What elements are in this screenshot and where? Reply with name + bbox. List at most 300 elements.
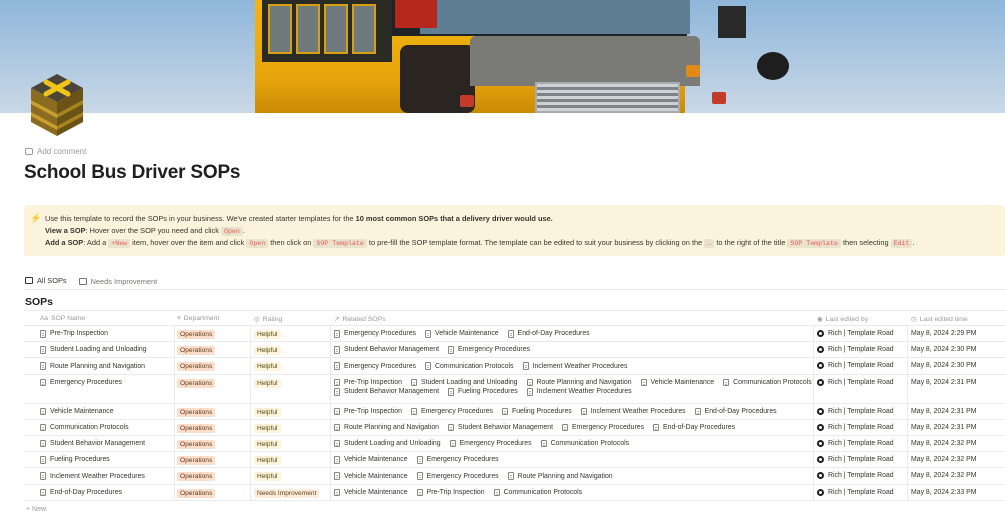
callout-text: . [242, 226, 245, 235]
related-sop-link[interactable] [334, 362, 416, 370]
page-icon [334, 330, 340, 338]
related-sop-link[interactable] [641, 379, 715, 387]
column-divider [174, 326, 175, 341]
table-row[interactable] [24, 358, 1005, 374]
related-sop-link[interactable] [527, 379, 632, 387]
related-sop-label: Student Behavior Management [344, 346, 439, 354]
add-comment-button[interactable] [25, 147, 86, 156]
related-sop-link[interactable] [334, 489, 408, 497]
related-sop-link[interactable] [411, 408, 493, 416]
page-title: School Bus Driver SOPs [24, 162, 241, 183]
related-sop-label: Student Behavior Management [344, 388, 439, 396]
last-edited-time-cell[interactable] [911, 424, 977, 431]
rating-tag: Needs Improvement [254, 489, 319, 498]
last-edited-time-cell[interactable] [911, 440, 977, 447]
callout-text: to the right of the title [714, 238, 788, 247]
related-sop-label: Inclement Weather Procedures [590, 407, 686, 415]
sop-name: Fueling Procedures [50, 456, 110, 464]
related-sop-label: Vehicle Maintenance [650, 378, 715, 386]
related-sops-cell[interactable] [334, 440, 814, 448]
related-sop-link[interactable] [581, 408, 686, 416]
related-sop-link[interactable] [541, 440, 630, 448]
page-icon [334, 472, 340, 480]
related-sop-link[interactable] [448, 346, 530, 354]
avatar [817, 408, 824, 415]
page-icon [450, 440, 456, 448]
callout-text: Use this template to record the SOPs in your business. We've created starter templates for the [45, 214, 356, 223]
page-icon [334, 456, 340, 464]
inline-code: Open [246, 239, 268, 248]
column-divider [330, 468, 331, 483]
related-sop-link[interactable] [450, 440, 532, 448]
comment-icon [25, 148, 33, 155]
related-sops-cell[interactable] [334, 330, 814, 338]
related-sops-cell[interactable] [334, 489, 814, 497]
page-icon [411, 408, 417, 416]
column-divider [907, 468, 908, 483]
column-divider [330, 485, 331, 500]
column-header-last-edited-by[interactable] [817, 315, 868, 323]
related-sop-label: Student Loading and Unloading [344, 440, 441, 448]
editor-name: Rich | Template Road [828, 362, 894, 370]
related-sop-link[interactable] [334, 379, 402, 387]
related-sop-label: Pre-Trip Inspection [426, 488, 485, 496]
related-sop-link[interactable] [334, 472, 408, 480]
inline-code: SOP Template [313, 239, 366, 248]
callout-text: then selecting [840, 238, 891, 247]
department-tag: Operations [177, 379, 215, 388]
sop-table [24, 310, 1005, 501]
page-icon [417, 472, 423, 480]
page-icon [334, 440, 340, 448]
related-sop-label: Pre-Trip Inspection [344, 378, 402, 386]
relation-property-icon: ↗ [334, 316, 340, 323]
editor-name: Rich | Template Road [828, 346, 894, 354]
table-row[interactable] [24, 420, 1005, 436]
last-edited-time-cell[interactable] [911, 379, 977, 386]
column-divider [250, 358, 251, 373]
related-sop-link[interactable] [425, 362, 514, 370]
rating-cell[interactable] [254, 456, 281, 465]
page-icon [40, 379, 46, 387]
column-divider [330, 342, 331, 357]
sop-name-cell[interactable] [40, 424, 129, 432]
add-comment-label: Add comment [37, 147, 87, 156]
rating-cell[interactable] [254, 346, 281, 355]
table-row[interactable] [24, 436, 1005, 452]
last-edited-by-cell[interactable] [817, 379, 894, 386]
page-icon [523, 362, 529, 370]
column-divider [330, 404, 331, 419]
last-edited-time-cell[interactable] [911, 489, 977, 496]
inline-code: SOP Template [787, 239, 840, 248]
related-sop-link[interactable] [334, 346, 439, 354]
column-divider [250, 485, 251, 500]
related-sop-label: Fueling Procedures [511, 407, 572, 415]
callout-text: item, hover over the item and click [130, 238, 247, 247]
column-divider [330, 375, 331, 403]
related-sops-cell[interactable] [334, 424, 814, 432]
related-sop-link[interactable] [417, 472, 499, 480]
tab-label: Needs Improvement [90, 276, 158, 286]
callout [24, 205, 1005, 256]
last-edited-by-cell[interactable] [817, 362, 894, 369]
sop-name-cell[interactable] [40, 330, 108, 338]
sop-name-cell[interactable] [40, 408, 114, 416]
callout-text: . [912, 238, 915, 247]
avatar [817, 379, 824, 386]
related-sop-label: Pre-Trip Inspection [344, 407, 402, 415]
page-icon [541, 440, 547, 448]
related-sop-label: End-of-Day Procedures [517, 330, 590, 338]
column-divider [174, 420, 175, 435]
related-sop-link[interactable] [527, 388, 632, 396]
page-icon [527, 388, 533, 396]
editor-name: Rich | Template Road [828, 472, 894, 480]
last-edited-time-cell[interactable] [911, 362, 977, 369]
related-sop-link[interactable] [494, 489, 583, 497]
column-divider [250, 326, 251, 341]
avatar [817, 424, 824, 431]
edited-time: May 8, 2024 2:32 PM [911, 439, 977, 447]
column-label: Rating [262, 315, 283, 323]
page-icon [40, 346, 46, 354]
related-sop-link[interactable] [417, 456, 499, 464]
page-icon [723, 379, 729, 387]
column-label: Last edited time [919, 315, 968, 323]
department-tag: Operations [177, 346, 215, 355]
related-sop-label: Emergency Procedures [344, 330, 417, 338]
related-sop-link[interactable] [695, 408, 777, 416]
edited-time: May 8, 2024 2:30 PM [911, 362, 977, 370]
related-sops-cell[interactable] [334, 408, 814, 416]
column-divider [174, 485, 175, 500]
department-cell[interactable] [177, 489, 215, 498]
avatar [817, 330, 824, 337]
editor-name: Rich | Template Road [828, 488, 894, 496]
page-icon [425, 330, 431, 338]
column-divider [907, 358, 908, 373]
rating-cell[interactable] [254, 472, 281, 481]
page-icon [502, 408, 508, 416]
page-icon [494, 489, 500, 497]
clock-property-icon: ◷ [911, 316, 917, 323]
page-icon [40, 424, 46, 432]
related-sop-link[interactable] [334, 424, 439, 432]
avatar [817, 489, 824, 496]
related-sop-label: Emergency Procedures [572, 424, 645, 431]
related-sop-link[interactable] [448, 388, 518, 396]
related-sop-label: Emergency Procedures [344, 362, 417, 370]
department-cell[interactable] [177, 379, 215, 388]
related-sop-link[interactable] [411, 379, 518, 387]
last-edited-by-cell[interactable] [817, 408, 894, 415]
database-title[interactable]: SOPs [25, 296, 54, 308]
department-tag: Operations [177, 472, 215, 481]
department-cell[interactable] [177, 472, 215, 481]
related-sops-cell[interactable] [334, 472, 814, 480]
department-tag: Operations [177, 489, 215, 498]
sop-name-cell[interactable] [40, 346, 147, 354]
related-sop-label: Emergency Procedures [420, 407, 493, 415]
list-property-icon: ≡ [177, 315, 181, 322]
rating-cell[interactable] [254, 362, 281, 371]
rating-tag: Helpful [254, 330, 281, 339]
related-sop-link[interactable] [334, 440, 441, 448]
last-edited-time-cell[interactable] [911, 346, 977, 353]
table-body [24, 326, 1005, 501]
related-sop-link[interactable] [508, 472, 613, 480]
column-label: SOP Name [50, 315, 86, 322]
rating-tag: Helpful [254, 379, 281, 388]
related-sop-label: Inclement Weather Procedures [536, 388, 632, 396]
last-edited-by-cell[interactable] [817, 440, 894, 447]
avatar [817, 362, 824, 369]
last-edited-by-cell[interactable] [817, 456, 894, 463]
page-icon [40, 489, 46, 497]
column-divider [250, 420, 251, 435]
column-divider [174, 404, 175, 419]
column-header-department[interactable] [177, 315, 219, 322]
callout-text: : Add a [83, 238, 109, 247]
related-sops-cell[interactable] [334, 362, 814, 370]
sop-name: Vehicle Maintenance [50, 407, 114, 415]
related-sop-link[interactable] [448, 424, 553, 432]
editor-name: Rich | Template Road [828, 423, 894, 431]
related-sop-label: Inclement Weather Procedures [532, 362, 628, 370]
edited-time: May 8, 2024 2:32 PM [911, 456, 977, 464]
sop-name-cell[interactable] [40, 472, 145, 480]
page-icon [417, 489, 423, 497]
column-divider [907, 452, 908, 467]
new-row-button[interactable]: + New [26, 506, 47, 513]
rating-tag: Helpful [254, 362, 281, 371]
page-icon-cube[interactable] [28, 72, 86, 138]
rating-cell[interactable] [254, 489, 319, 498]
tab-needs-improvement[interactable] [79, 276, 158, 290]
column-divider [250, 452, 251, 467]
inline-code: +New [108, 239, 130, 248]
inline-code: … [704, 239, 714, 248]
page-icon [425, 362, 431, 370]
view-tabs [25, 276, 157, 290]
column-divider [330, 436, 331, 451]
related-sop-label: Emergency Procedures [459, 440, 532, 448]
related-sop-link[interactable] [562, 424, 644, 432]
sop-name: Communication Protocols [50, 424, 129, 431]
page-icon [40, 440, 46, 448]
page-icon [334, 379, 340, 387]
editor-name: Rich | Template Road [828, 456, 894, 464]
page-icon [581, 408, 587, 416]
column-header-sop-name[interactable] [40, 315, 85, 322]
related-sop-link[interactable] [417, 489, 485, 497]
edited-time: May 8, 2024 2:32 PM [911, 472, 977, 480]
related-sop-label: Route Planning and Navigation [344, 424, 440, 431]
column-divider [250, 468, 251, 483]
column-divider [250, 436, 251, 451]
column-divider [330, 452, 331, 467]
related-sop-label: Communication Protocols [550, 440, 630, 448]
table-row[interactable] [24, 342, 1005, 358]
page-icon [641, 379, 647, 387]
table-row[interactable] [24, 326, 1005, 342]
department-cell[interactable] [177, 456, 215, 465]
page-icon [40, 330, 46, 338]
status-property-icon: ◎ [254, 316, 260, 323]
related-sop-link[interactable] [653, 424, 735, 432]
column-divider [907, 326, 908, 341]
editor-name: Rich | Template Road [828, 439, 894, 447]
page-icon [334, 346, 340, 354]
sop-name: Inclement Weather Procedures [50, 472, 145, 480]
related-sops-cell[interactable] [334, 346, 814, 354]
editor-name: Rich | Template Road [828, 407, 894, 415]
sop-name: Emergency Procedures [50, 378, 123, 386]
related-sop-label: Emergency Procedures [426, 472, 499, 480]
callout-line-1 [45, 214, 553, 223]
rating-cell[interactable] [254, 379, 281, 388]
callout-line-3 [45, 238, 915, 247]
sop-name-cell[interactable] [40, 379, 122, 387]
related-sop-link[interactable] [502, 408, 572, 416]
related-sop-label: Communication Protocols [733, 378, 812, 386]
rating-cell[interactable] [254, 408, 281, 417]
column-label: Last edited by [825, 315, 868, 323]
column-header-related-sops[interactable] [334, 315, 386, 323]
avatar [817, 472, 824, 479]
sop-name-cell[interactable] [40, 362, 145, 370]
sop-name: End-of-Day Procedures [50, 488, 123, 496]
edited-time: May 8, 2024 2:31 PM [911, 378, 977, 386]
page-icon [411, 379, 417, 387]
column-header-last-edited-time[interactable] [911, 315, 968, 323]
sop-name-cell[interactable] [40, 489, 122, 497]
last-edited-by-cell[interactable] [817, 472, 894, 479]
related-sop-link[interactable] [425, 330, 499, 338]
related-sop-link[interactable] [334, 388, 439, 396]
table-row[interactable] [24, 485, 1005, 501]
page-icon [508, 472, 514, 480]
column-divider [907, 420, 908, 435]
department-tag: Operations [177, 408, 215, 417]
page-icon [40, 456, 46, 464]
department-tag: Operations [177, 424, 215, 433]
editor-name: Rich | Template Road [828, 330, 894, 337]
related-sop-link[interactable] [508, 330, 590, 338]
rating-tag: Helpful [254, 408, 281, 417]
last-edited-time-cell[interactable] [911, 456, 977, 463]
related-sop-label: Vehicle Maintenance [344, 456, 408, 464]
column-divider [174, 468, 175, 483]
rating-cell[interactable] [254, 330, 281, 339]
column-divider [174, 452, 175, 467]
page-icon [508, 330, 514, 338]
department-cell[interactable] [177, 346, 215, 355]
related-sop-label: Vehicle Maintenance [344, 472, 408, 480]
related-sop-link[interactable] [723, 379, 812, 387]
related-sop-label: End-of-Day Procedures [704, 407, 777, 415]
related-sops-cell[interactable] [334, 456, 814, 464]
table-row[interactable] [24, 468, 1005, 484]
related-sop-label: End-of-Day Procedures [663, 424, 736, 431]
last-edited-by-cell[interactable] [817, 424, 894, 431]
last-edited-time-cell[interactable] [911, 408, 977, 415]
avatar [817, 440, 824, 447]
column-divider [907, 485, 908, 500]
edited-time: May 8, 2024 2:33 PM [911, 488, 977, 496]
table-row[interactable] [24, 452, 1005, 468]
rating-cell[interactable] [254, 440, 281, 449]
table-icon [79, 278, 87, 285]
sop-name-cell[interactable] [40, 456, 110, 464]
department-cell[interactable] [177, 408, 215, 417]
lightning-icon: ⚡ [30, 213, 42, 223]
department-cell[interactable] [177, 330, 215, 339]
column-label: Related SOPs [342, 315, 386, 323]
column-divider [330, 420, 331, 435]
page-icon [40, 362, 46, 370]
related-sop-label: Vehicle Maintenance [435, 330, 499, 338]
sop-name-cell[interactable] [40, 440, 145, 448]
callout-text: to pre-fill the SOP template format. The template can be edited to suit your business by clicking on the [366, 238, 705, 247]
page-icon [334, 424, 340, 432]
last-edited-by-cell[interactable] [817, 346, 894, 353]
related-sop-label: Emergency Procedures [458, 346, 531, 354]
editor-name: Rich | Template Road [828, 378, 894, 386]
table-row[interactable] [24, 375, 1005, 404]
department-cell[interactable] [177, 440, 215, 449]
callout-bold-text: Add a SOP [45, 238, 84, 247]
last-edited-by-cell[interactable] [817, 489, 894, 496]
rating-tag: Helpful [254, 440, 281, 449]
department-cell[interactable] [177, 424, 215, 433]
table-row[interactable] [24, 404, 1005, 420]
related-sop-link[interactable] [523, 362, 628, 370]
column-divider [250, 342, 251, 357]
department-cell[interactable] [177, 362, 215, 371]
page-icon [334, 362, 340, 370]
tab-all-sops[interactable] [25, 276, 67, 290]
last-edited-time-cell[interactable] [911, 472, 977, 479]
column-header-rating[interactable] [254, 315, 282, 323]
page-icon [527, 379, 533, 387]
column-divider [907, 342, 908, 357]
rating-tag: Helpful [254, 472, 281, 481]
last-edited-time-cell[interactable] [911, 330, 977, 337]
rating-tag: Helpful [254, 456, 281, 465]
column-divider [174, 358, 175, 373]
department-tag: Operations [177, 330, 215, 339]
related-sop-link[interactable] [334, 456, 408, 464]
edited-time: May 8, 2024 2:31 PM [911, 423, 977, 431]
callout-line-2 [45, 226, 245, 235]
related-sop-link[interactable] [334, 330, 416, 338]
related-sop-link[interactable] [334, 408, 402, 416]
related-sop-label: Vehicle Maintenance [344, 488, 408, 496]
cover-image [0, 0, 1005, 113]
page-icon [695, 408, 701, 416]
related-sops-cell[interactable] [334, 379, 814, 396]
page-icon [448, 388, 454, 396]
rating-cell[interactable] [254, 424, 281, 433]
column-divider [907, 404, 908, 419]
last-edited-by-cell[interactable] [817, 330, 894, 337]
edited-time: May 8, 2024 2:30 PM [911, 346, 977, 354]
page-icon [40, 408, 46, 416]
sop-name: Pre-Trip Inspection [50, 330, 108, 338]
table-icon [25, 277, 33, 284]
